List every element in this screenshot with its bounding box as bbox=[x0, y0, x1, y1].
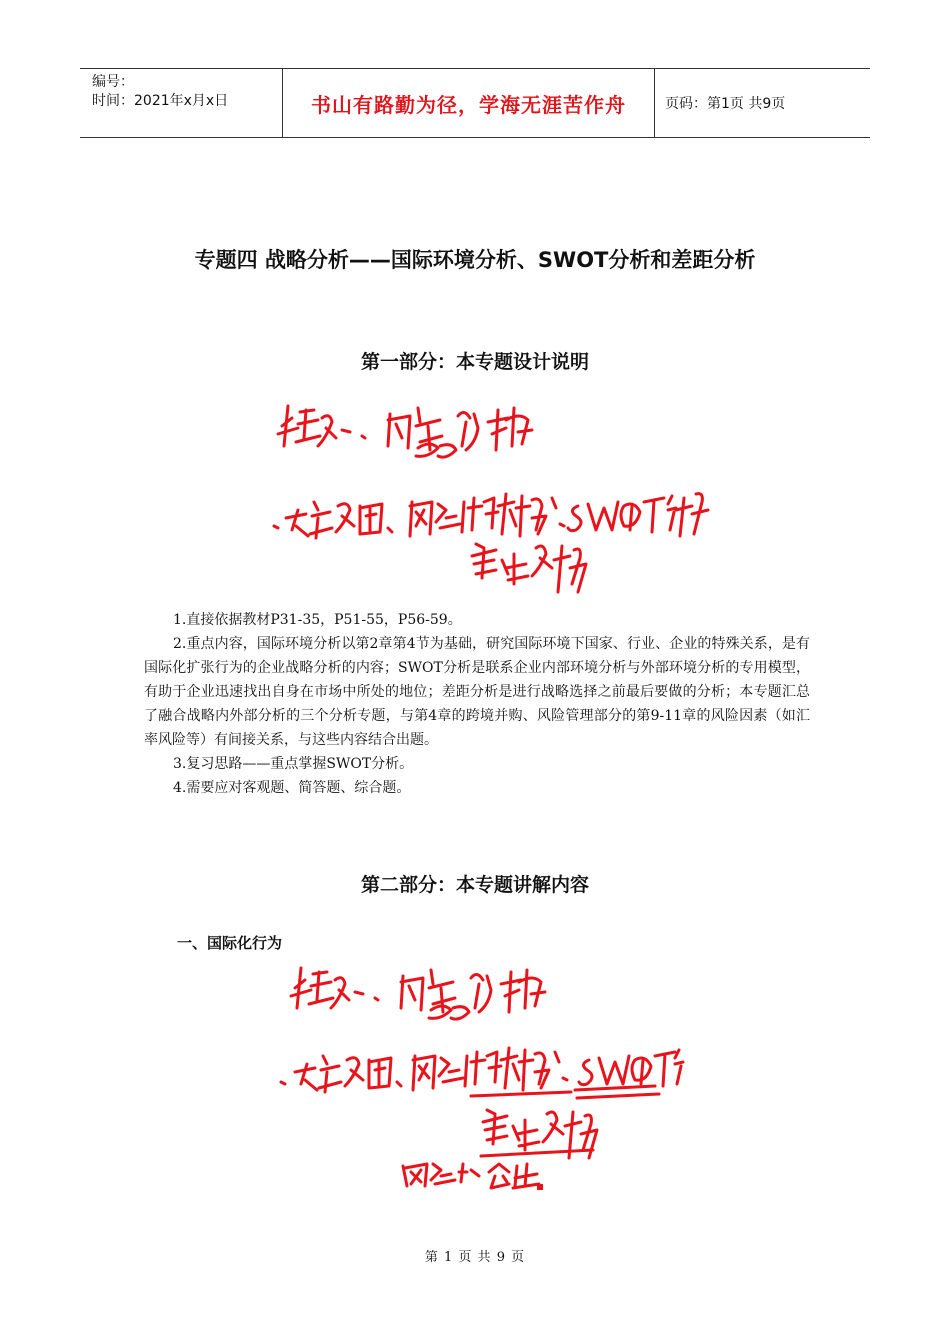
header-meta bbox=[80, 69, 282, 137]
handwritten-annotation-2 bbox=[275, 960, 695, 1200]
page-footer: 第 1 页 共 9 页 bbox=[424, 1250, 526, 1265]
header-motto: 书山有路勤为径，学海无涯苦作舟 bbox=[282, 69, 655, 137]
section-2-title: 第二部分：本专题讲解内容 bbox=[360, 874, 589, 896]
header-page-info: 页码：第1页 共9页 bbox=[665, 96, 786, 112]
date-label: 时间：2021年x月x日 bbox=[92, 93, 229, 109]
paragraph: 4.需要应对客观题、简答题、综合题。 bbox=[173, 780, 411, 796]
handwritten-annotation-1 bbox=[270, 398, 710, 603]
paragraph: 1.直接依据教材P31-35，P51-55，P56-59。 bbox=[173, 612, 462, 628]
paragraph: 3.复习思路——重点掌握SWOT分析。 bbox=[173, 756, 414, 772]
document-header bbox=[80, 68, 870, 138]
paragraph: 2.重点内容，国际环境分析以第2章第4节为基础，研究国际环境下国家、行业、企业的特殊关系，是有国际化扩张行为的企业战略分析的内容；SWOT分析是联系企业内部环境分析与外部环境分析的专用模型，有助于企业迅速找出自身在市场中所处的地位；差距分析是进行战略选择之前最后要做的分析；本专题汇总了融合战略内外部分析的三个分析专题，与第4章的跨境并购、风险管理部分的第9-11章的风险因素（如汇率风险等）有间接关系，与这些内容结合出题。 bbox=[144, 636, 810, 748]
document-title: 专题四 战略分析——国际环境分析、SWOT分析和差距分析 bbox=[194, 248, 756, 272]
section-1-title: 第一部分：本专题设计说明 bbox=[360, 351, 589, 373]
body-text bbox=[144, 608, 810, 800]
heading-international-behavior: 一、国际化行为 bbox=[177, 934, 283, 952]
number-label: 编号： bbox=[92, 74, 134, 90]
